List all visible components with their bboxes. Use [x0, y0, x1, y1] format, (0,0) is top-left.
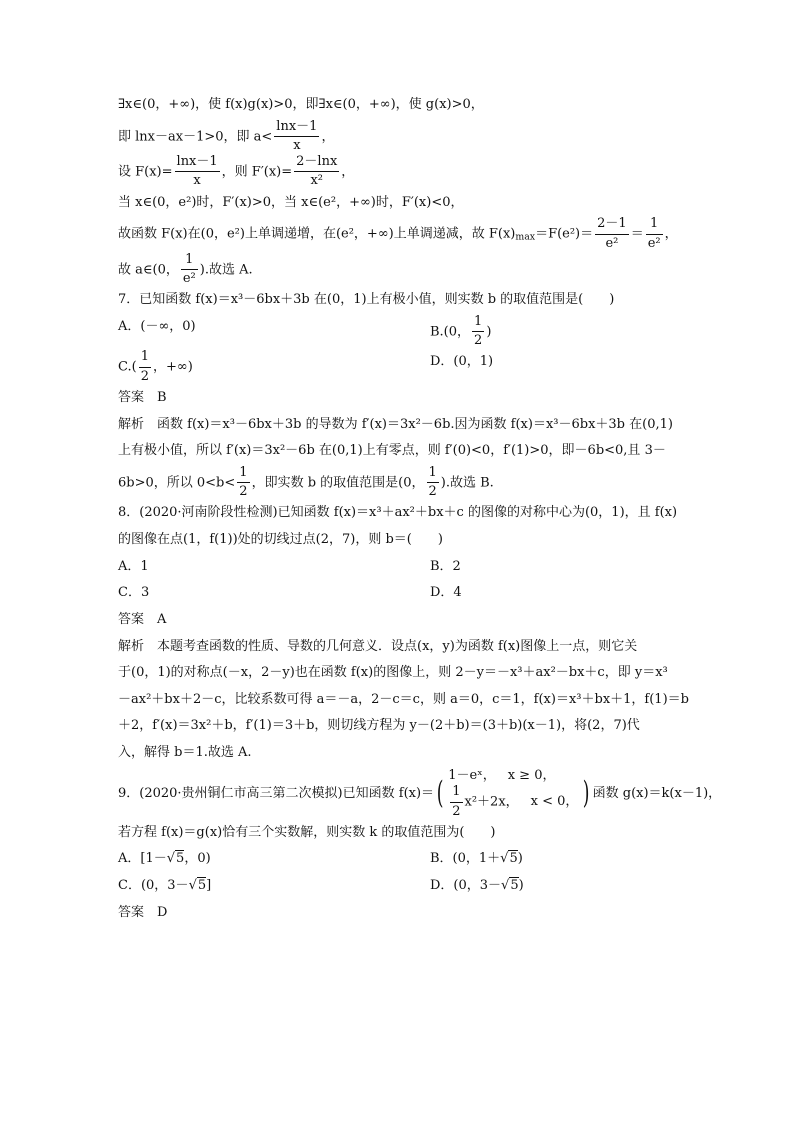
text-span: ).故选 A.	[199, 262, 253, 278]
fraction	[139, 349, 151, 385]
text-span: 函数 g(x)＝k(x－1)，	[592, 785, 722, 801]
content-line	[118, 900, 754, 927]
text-span: ，	[664, 226, 678, 242]
text-span: lnx－1	[276, 118, 318, 134]
fraction	[450, 784, 462, 820]
text-span: C．3	[118, 585, 150, 601]
option-right	[430, 580, 462, 607]
content-line	[118, 607, 754, 634]
text-span: 答案 B	[118, 389, 167, 405]
text-span: D．(0，1)	[430, 354, 494, 370]
fraction	[427, 465, 439, 501]
content-line	[118, 500, 754, 527]
content-line	[118, 385, 754, 412]
fraction-numerator	[450, 784, 462, 802]
text-span: 1	[474, 313, 483, 329]
content-line	[118, 767, 754, 820]
text-span: 于(0，1)的对称点(－x，2－y)也在函数 f(x)的图像上，则 2－y＝－x³＋ax²－bx＋c，即 y＝x³	[118, 665, 668, 681]
text-span: ).故选 B.	[440, 475, 494, 491]
content-line	[118, 438, 754, 465]
case-row	[448, 767, 578, 785]
text-span: ]	[206, 878, 212, 894]
text-span: 1	[140, 349, 149, 365]
text-span: 2	[452, 803, 461, 819]
fraction	[237, 465, 249, 501]
content-line	[118, 154, 754, 190]
subscript: max	[515, 231, 536, 243]
option-left	[118, 580, 430, 607]
text-span: ，即实数 b 的取值范围是(0，	[251, 475, 425, 491]
text-span: B．(0，1＋	[430, 851, 501, 867]
text-span: x < 0，	[530, 794, 579, 810]
text-span: x²＋2x，	[464, 794, 519, 810]
fraction	[181, 252, 198, 288]
text-span: 故函数 F(x)在(0，e²)上单调递增，在(e²，+∞)上单调递减，故 F(x)	[118, 226, 516, 242]
option-left	[118, 349, 430, 385]
text-span: 2－1	[597, 216, 627, 232]
fraction-denominator	[237, 483, 249, 500]
fraction	[646, 216, 663, 252]
radicand: 5	[197, 878, 207, 894]
text-span: x²	[310, 173, 323, 189]
text-span: 答案 A	[118, 611, 167, 627]
text-span: －ax²＋bx＋2－c，比较系数可得 a＝－a，2－c＝c，则 a＝0，c＝1，f(x)＝x³＋bx＋1，f(1)＝b	[118, 691, 689, 707]
fraction-denominator	[139, 368, 151, 385]
content-line	[118, 216, 754, 252]
text-span: 解析 本题考查函数的性质、导数的几何意义．设点(x，y)为函数 f(x)图像上一点，则它关	[118, 638, 638, 654]
fraction-denominator	[274, 137, 319, 154]
case-condition	[508, 767, 556, 785]
text-span: A．[1－	[118, 851, 167, 867]
text-span: C．(0，3－	[118, 878, 189, 894]
square-root	[189, 873, 207, 900]
text-span: 上有极小值，所以 f′(x)＝3x²－6b 在(0,1)上有零点，则 f′(0)<0，f′(1)>0，即－6b<0,且 3－	[118, 443, 666, 459]
options-row	[118, 554, 754, 581]
large-parenthesis: )	[583, 774, 590, 811]
radical-icon: √	[501, 878, 510, 894]
text-span: 的图像在点(1，f(1))处的切线过点(2，7)，则 b＝( )	[118, 531, 443, 547]
fraction-numerator	[472, 314, 484, 332]
fraction-numerator	[646, 216, 663, 234]
radical-icon: √	[500, 851, 509, 867]
case-expression	[448, 784, 518, 820]
fraction-denominator	[450, 803, 462, 820]
options-row	[118, 314, 754, 350]
square-root	[167, 846, 185, 873]
text-span: ＝F(e²)＝	[535, 226, 594, 242]
square-root	[501, 873, 519, 900]
fraction-denominator	[595, 235, 629, 252]
option-left	[118, 873, 430, 900]
text-span: 设 F(x)=	[118, 164, 173, 180]
options-row	[118, 846, 754, 873]
content-line	[118, 527, 754, 554]
text-span: 8．(2020·河南阶段性检测)已知函数 f(x)＝x³＋ax²＋bx＋c 的图像的对称中心为(0，1)，且 f(x)	[118, 505, 678, 521]
fraction	[472, 314, 484, 350]
text-span: ，+∞)	[152, 359, 193, 375]
text-span: 2	[239, 484, 248, 500]
text-span: e²	[647, 235, 661, 251]
text-span: 2	[140, 368, 149, 384]
option-right	[430, 846, 523, 873]
radicand: 5	[510, 878, 519, 894]
options-row	[118, 580, 754, 607]
content-line	[118, 740, 754, 767]
text-span: ，	[321, 128, 335, 144]
text-span: 入，解得 b＝1.故选 A.	[118, 745, 252, 761]
text-span: A．(－∞，0)	[118, 318, 196, 334]
text-span: x ≥ 0，	[507, 767, 556, 783]
radical-icon: √	[166, 851, 176, 867]
fraction-numerator	[294, 154, 339, 172]
text-span: 2	[474, 333, 483, 349]
text-span: )	[518, 878, 524, 894]
text-span: 2－lnx	[296, 154, 338, 170]
fraction-denominator	[427, 483, 439, 500]
text-span: B．2	[430, 558, 461, 574]
text-span: D．(0，3－	[430, 878, 502, 894]
text-span: x	[293, 137, 301, 153]
fraction-numerator	[181, 252, 198, 270]
text-span: 1	[185, 251, 194, 267]
fraction-numerator	[139, 349, 151, 367]
text-span: 9．(2020·贵州铜仁市高三第二次模拟)已知函数 f(x)＝	[118, 785, 435, 801]
text-span: ，0)	[184, 851, 211, 867]
fraction	[294, 154, 339, 190]
content-line	[118, 634, 754, 661]
text-span: ，	[341, 164, 355, 180]
content-line	[118, 119, 754, 155]
text-span: 6b>0，所以 0<b<	[118, 475, 236, 491]
text-span: 解析 函数 f(x)＝x³－6bx＋3b 的导数为 f′(x)＝3x²－6b.因为函数 f(x)＝x³－6bx＋3b 在(0,1)	[118, 416, 673, 432]
fraction-denominator	[175, 172, 220, 189]
text-span: D．4	[430, 585, 462, 601]
square-root	[500, 846, 518, 873]
content-line	[118, 687, 754, 714]
text-span: ∃x∈(0，+∞)，使 f(x)g(x)>0，即∃x∈(0，+∞)，使 g(x)>0，	[118, 97, 484, 112]
text-span: B.(0，	[430, 324, 471, 340]
text-span: 1	[239, 464, 248, 480]
radicand: 5	[176, 851, 185, 867]
radicand: 5	[509, 851, 518, 867]
fraction-denominator	[472, 332, 484, 349]
case-expression	[448, 767, 495, 785]
content-line	[118, 190, 754, 217]
content-line	[118, 412, 754, 439]
option-left	[118, 846, 430, 873]
text-span: 即 lnx－ax－1>0，即 a<	[118, 128, 273, 144]
fraction-numerator	[274, 119, 319, 137]
fraction-denominator	[294, 172, 339, 189]
text-span: 1	[452, 784, 461, 800]
content-line	[118, 92, 754, 119]
text-span: 1	[428, 464, 437, 480]
text-span: lnx－1	[176, 154, 218, 170]
text-span: ＝	[630, 226, 644, 242]
content-line	[118, 713, 754, 740]
text-span: ，则 F′(x)=	[221, 164, 293, 180]
option-right	[430, 314, 491, 350]
content-line	[118, 252, 754, 288]
text-span: A．1	[118, 558, 149, 574]
case-condition	[531, 793, 579, 811]
text-span: )	[517, 851, 523, 867]
option-left	[118, 314, 430, 350]
option-right	[430, 554, 461, 581]
text-span: 答案 D	[118, 904, 168, 920]
content-line	[118, 820, 754, 847]
fraction-numerator	[427, 465, 439, 483]
fraction-numerator	[175, 154, 220, 172]
text-span: )	[486, 324, 492, 340]
text-span: e²	[605, 235, 619, 251]
option-left	[118, 554, 430, 581]
options-row	[118, 349, 754, 385]
options-row	[118, 873, 754, 900]
text-span: e²	[182, 271, 196, 287]
text-span: 当 x∈(0，e²)时，F′(x)>0，当 x∈(e²，+∞)时，F′(x)<0，	[118, 194, 464, 210]
content-line	[118, 465, 754, 501]
fraction	[175, 154, 220, 190]
option-right	[430, 873, 524, 900]
text-span: 1	[650, 216, 659, 232]
piecewise-cases	[448, 767, 578, 820]
text-span: 7．已知函数 f(x)＝x³－6bx＋3b 在(0，1)上有极小值，则实数 b 的取值范围是( )	[118, 292, 615, 308]
fraction-denominator	[646, 235, 663, 252]
fraction-numerator	[237, 465, 249, 483]
radical-icon: √	[188, 878, 197, 894]
fraction	[595, 216, 629, 252]
fraction-numerator	[595, 216, 629, 234]
text-span: ＋2，f′(x)＝3x²＋b，f′(1)＝3＋b，则切线方程为 y－(2＋b)＝(3＋b)(x－1)，将(2，7)代	[118, 718, 640, 734]
content-line	[118, 287, 754, 314]
fraction	[274, 119, 319, 155]
text-span: 故 a∈(0，	[118, 262, 179, 278]
content-line	[118, 660, 754, 687]
text-span: 2	[428, 484, 437, 500]
text-span: 1－eˣ，	[448, 767, 496, 783]
text-span: 若方程 f(x)＝g(x)恰有三个实数解，则实数 k 的取值范围为( )	[118, 824, 496, 840]
fraction-denominator	[181, 270, 198, 287]
large-parenthesis: (	[436, 774, 444, 811]
option-right	[430, 349, 493, 385]
text-span: C.(	[118, 359, 137, 375]
case-row	[448, 784, 578, 820]
text-span: x	[193, 173, 201, 189]
